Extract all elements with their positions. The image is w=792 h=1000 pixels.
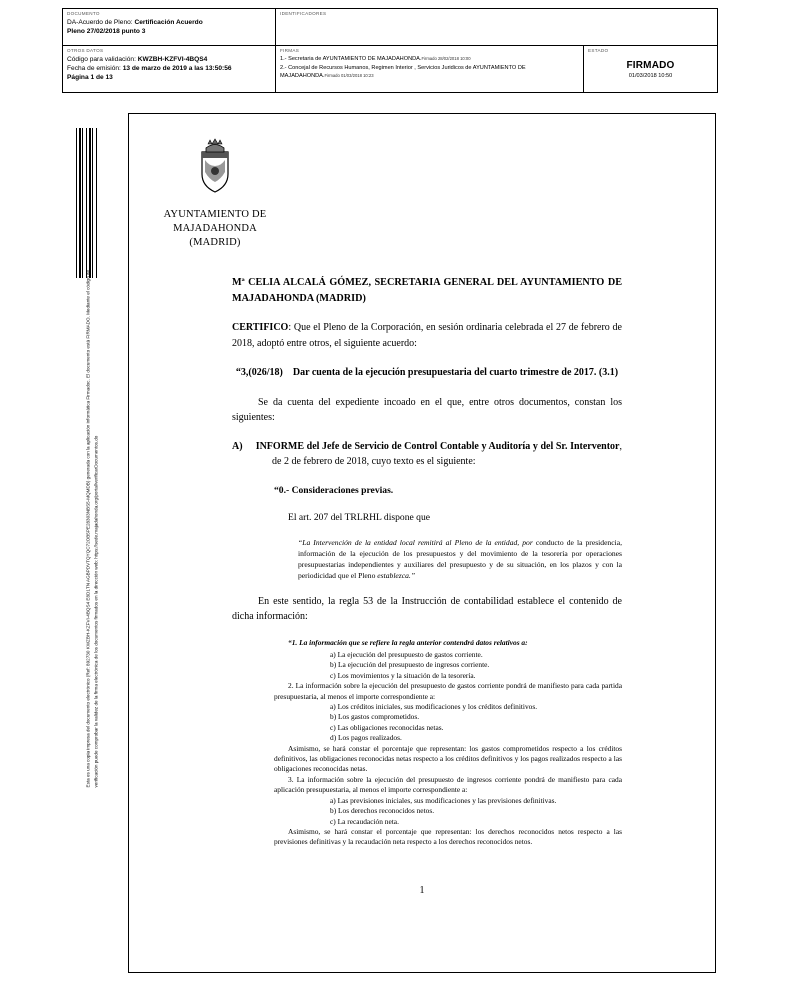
art-207-intro: El art. 207 del TRLRHL dispone que	[288, 512, 431, 523]
documento-prefix: DA-Acuerdo de Pleno:	[67, 19, 135, 26]
documento-line-2	[67, 27, 271, 36]
fecha-emision	[67, 64, 271, 73]
secretary-title: Mª CELIA ALCALÁ GÓMEZ, SECRETARIA GENERAL DEL AYUNTAMIENTO DE MAJADAHONDA (MADRID)	[232, 277, 622, 304]
list2-item-b: b) Los gastos comprometidos.	[330, 712, 420, 722]
item-a-paragraph	[232, 439, 622, 470]
codigo-value: KWZBH-KZFVI-4BQS4	[137, 56, 208, 63]
certifico-paragraph	[232, 320, 622, 351]
firma-2-text: 2.- Concejal de Recursos Humanos, Regimen Interior , Servicios Juridicos de AYUNTAMIENTO DE MAJADAHONDA.	[280, 64, 526, 80]
vertical-legal-line-1: Esta es una copia impresa del documento electrónico (Ref: 892730 KWZBH-KZFVI-4BQS4 E8D1TN AGBPDVTQYQC72OB5PE28303NBS5-MQMDB) generada con la aplicación informática Firmadoc. El documento está FIRMADO. Mediante el código de	[85, 269, 91, 788]
org-line-3: (MADRID)	[189, 237, 241, 248]
regla-53-intro: En este sentido, la regla 53 de la Instrucción de contabilidad establece el contenido de dicha información:	[232, 595, 622, 622]
pagina-indicator	[67, 73, 271, 82]
acuerdo-heading	[232, 365, 622, 381]
documento-line2-text: Pleno 27/02/2018 punto 3	[67, 28, 146, 35]
header-row-top	[63, 9, 717, 45]
pagina-text: Página 1 de 13	[67, 74, 113, 81]
header-cell-documento	[63, 9, 275, 45]
acuerdo-text: Dar cuenta de la ejecución presupuestaria del cuarto trimestre de 2017. (3.1)	[292, 367, 619, 378]
list2-item-c: c) Las obligaciones reconocidas netas.	[330, 722, 444, 732]
quote-roman-part: conducto de la presidencia, información de la ejecución de los presupuestos y del movimiento de la tesorería por operaciones presupuestarias independientes y auxiliares del presupuesto y de su situación, en los plazos y con la periodicidad que el Pleno	[298, 537, 622, 580]
firmas-label: FIRMAS	[280, 48, 300, 53]
para-3: 3. La información sobre la ejecución del presupuesto de ingresos corriente pondrá de manifiesto para cada aplicación presupuestaria, al menos el importe correspondiente a:	[274, 774, 622, 795]
list3-item-b: b) Los derechos reconocidos netos.	[330, 806, 435, 816]
codigo-label: Código para validación:	[67, 56, 138, 63]
otros-datos-label: OTROS DATOS	[67, 48, 104, 53]
firma-2-meta: Firmado 01/03/2018 10:23	[324, 73, 374, 79]
expediente-paragraph: Se da cuenta del expediente incoado en el que, entre otros documentos, constan los siguientes:	[232, 396, 622, 423]
fecha-value: 13 de marzo de 2019 a las 13:50:56	[122, 65, 232, 72]
coat-of-arms-icon	[196, 138, 234, 194]
para-asimismo-2: Asimismo, se hará constar el porcentaje que representan: los derechos reconocidos netos respecto a las previsiones definitivas y la recaudación neta respecto a los derechos reconocidos netos.	[274, 826, 622, 847]
document-body	[232, 275, 622, 848]
art-207-quote	[232, 537, 622, 581]
firma-item-2	[280, 64, 579, 81]
para-asimismo-1: Asimismo, se hará constar el porcentaje que representan: los gastos comprometidos respecto a los créditos definitivos, las obligaciones reconocidas netas respecto a los créditos definitivos y los pagos realizados respecto a las obligaciones reconocidas netas.	[274, 743, 622, 774]
list2-item-a: a) Los créditos iniciales, sus modificaciones y los créditos definitivos.	[330, 702, 538, 712]
certifico-text: : Que el Pleno de la Corporación, en sesión ordinaria celebrada el 27 de febrero de 2018, adoptó entre otros, el siguiente acuerdo:	[232, 322, 622, 349]
item-a-letter: A)	[232, 440, 243, 452]
item-a-rest: , de 2 de febrero de 2018, cuyo texto es el siguiente:	[272, 440, 622, 467]
para-2: 2. La información sobre la ejecución del presupuesto de gastos corriente pondrá de manifiesto para cada partida presupuestaria, al menos el importe correspondiente a:	[274, 681, 622, 701]
estado-date: 01/03/2018 10:50	[628, 73, 673, 79]
org-line-2: MAJADAHONDA	[173, 223, 257, 234]
header-cell-identificadores	[275, 9, 717, 45]
firma-1-meta: Firmado 28/02/2018 10:00	[421, 56, 471, 61]
list2-item-d: d) Los pagos realizados.	[330, 733, 402, 743]
regla-53-detail	[232, 650, 622, 848]
firma-item-1	[280, 55, 579, 64]
org-line-1: AYUNTAMIENTO DE	[163, 209, 267, 220]
acuerdo-ref: “3,(026/18)	[235, 367, 283, 378]
header-cell-firmas	[275, 46, 583, 92]
regla-53-quote-intro: “1. La información que se refiere la regla anterior contendrá datos relativos a:	[288, 637, 528, 647]
firma-1-text: 1.- Secretaria de AYUNTAMIENTO DE MAJADAHONDA.	[280, 56, 422, 62]
header-row-bottom	[63, 45, 717, 92]
page-number: 1	[419, 885, 425, 896]
quote-end-part: establezca.”	[377, 570, 416, 580]
header-cell-estado	[583, 46, 717, 92]
vertical-legal-line-2: verificación puede comprobar la validez de la firma electrónica de los documentos firmados en la dirección web: https://sede.majadahonda.org/portal/verificarDocumentos.do	[93, 435, 99, 788]
certifico-label: CERTIFICO	[232, 322, 289, 333]
list1-item-a: a) La ejecución del presupuesto de gastos corriente.	[330, 650, 483, 659]
vertical-legal-note	[85, 228, 100, 788]
header-cell-otros-datos	[63, 46, 275, 92]
quote-italic-part: “La Intervención de la entidad local remitirá al Pleno de la entidad, por	[298, 537, 533, 547]
list3-item-a: a) Las previsiones iniciales, sus modificaciones y las previsiones definitivas.	[330, 795, 557, 805]
status-badge: FIRMADO	[626, 60, 675, 71]
codigo-validacion	[67, 55, 271, 64]
list3-item-c: c) La recaudación neta.	[330, 816, 399, 826]
organization-name	[150, 208, 280, 250]
estado-label: ESTADO	[588, 48, 609, 53]
documento-label: DOCUMENTO	[67, 11, 100, 16]
documento-line-1	[67, 18, 271, 27]
identificadores-label: IDENTIFICADORES	[280, 11, 327, 16]
fecha-label: Fecha de emisión:	[67, 65, 123, 72]
list1-item-c: c) Los movimientos y la situación de la tesorería.	[330, 670, 476, 680]
document-validation-header	[62, 8, 718, 93]
list1-item-b: b) La ejecución del presupuesto de ingresos corriente.	[330, 660, 490, 670]
documento-bold: Certificación Acuerdo	[134, 19, 203, 26]
consideraciones-heading: “0.- Consideraciones previas.	[274, 484, 394, 496]
item-a-bold: INFORME del Jefe de Servicio de Control Contable y Auditoría y del Sr. Interventor	[255, 440, 620, 452]
